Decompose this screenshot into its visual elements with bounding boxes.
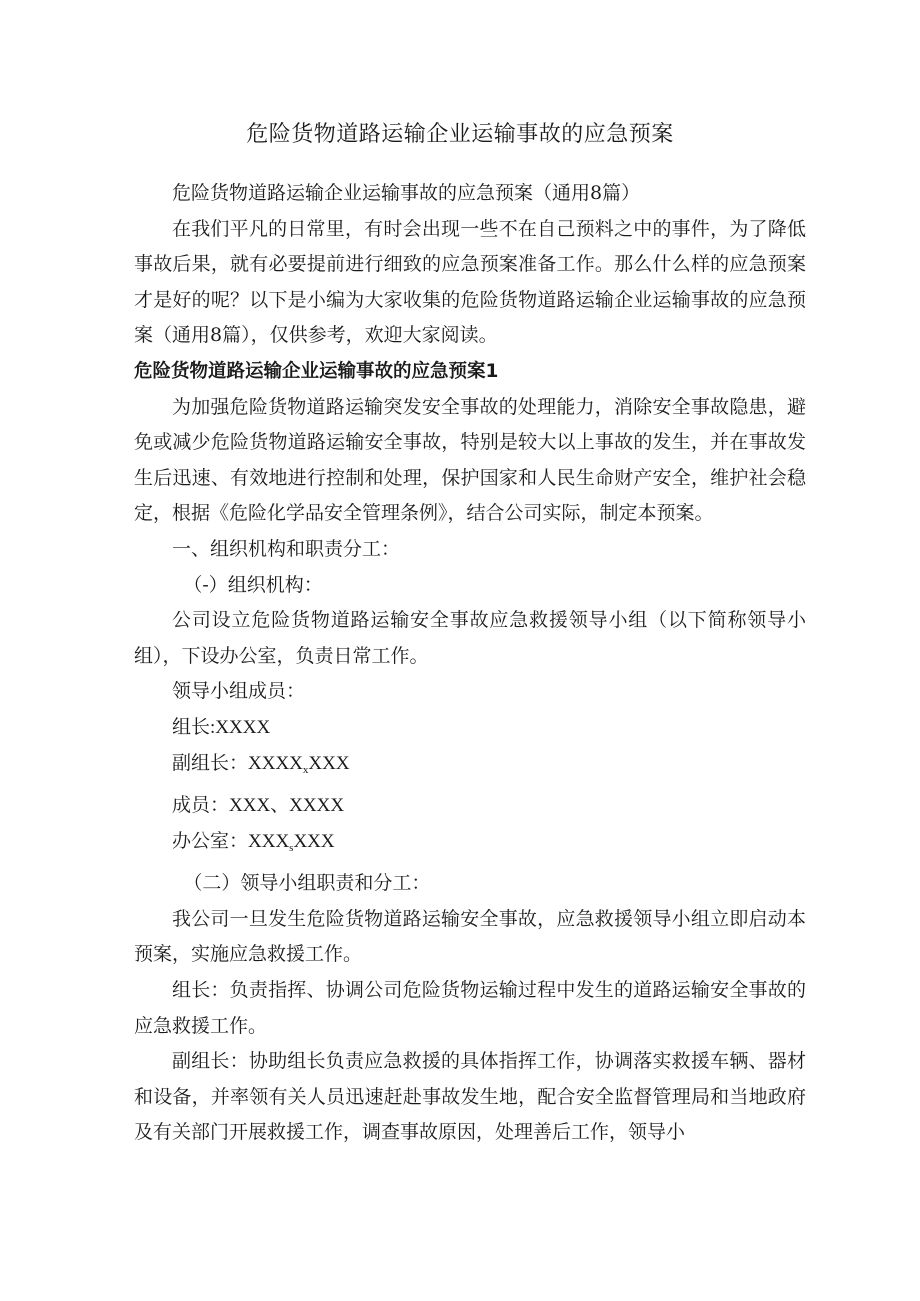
heading-group-duties: （二）领导小组职责和分工：: [183, 872, 431, 895]
leader-duty-paragraph: 组长：负责指挥、协调公司危险货物运输过程中发生的道路运输安全事故的应急救援工作。: [134, 979, 806, 1037]
office-line: [134, 824, 806, 867]
office-line-suffix: XXX: [293, 830, 335, 852]
start-plan-paragraph: 我公司一旦发生危险货物道路运输安全事故，应急救援领导小组立即启动本预案，实施应急救援工作。: [134, 907, 806, 966]
document-title: 危险货物道路运输企业运输事故的应急预案: [246, 122, 674, 147]
deputy-line-prefix: 副组长：XXXX: [172, 752, 303, 774]
intro-paragraph: 在我们平凡的日常里，有时会出现一些不在自己预料之中的事件，为了降低事故后果，就有必要提前进行细致的应急预案准备工作。那么什么样的应急预案才是好的呢？以下是小编为大家收集的危险货物道路运输企业运输事故的应急预案（通用8篇），仅供参考，欢迎大家阅读。: [134, 217, 806, 347]
document-body: [134, 176, 806, 1151]
organization-paragraph: 公司设立危险货物道路运输安全事故应急救援领导小组（以下简称领导小组），下设办公室，负责日常工作。: [134, 609, 806, 667]
heading-organization-duties: 一、组织机构和职责分工：: [172, 537, 401, 560]
document-subtitle: 危险货物道路运输企业运输事故的应急预案（通用8篇）: [172, 182, 641, 204]
deputy-duty-paragraph: 副组长：协助组长负责应急救援的具体指挥工作，协调落实救援车辆、器材和设备，并率领有关人员迅速赶赴事故发生地，配合安全监督管理局和当地政府及有关部门开展救援工作，调查事故原因，处理善后工作，领导小: [134, 1050, 806, 1144]
leader-line: 组长:XXXX: [172, 716, 271, 738]
office-line-subscript: s: [289, 841, 294, 854]
purpose-paragraph: 为加强危险货物道路运输突发安全事故的处理能力，消除安全事故隐患，避免或减少危险货物道路运输安全事故，特别是较大以上事故的发生，并在事故发生后迅速、有效地进行控制和处理，保护国家和人民生命财产安全，维护社会稳定，根据《危险化学品安全管理条例》，结合公司实际，制定本预案。: [134, 395, 806, 525]
members-label: 领导小组成员：: [172, 680, 306, 703]
heading-organization: （-）组织机构：: [183, 573, 323, 596]
office-line-prefix: 办公室：XXX: [172, 830, 290, 852]
deputy-line-subscript: x: [302, 763, 309, 776]
deputy-line-suffix: XXX: [308, 752, 350, 774]
deputy-line: [134, 746, 806, 789]
members-line: 成员：XXX、XXXX: [172, 795, 345, 817]
section-heading: 危险货物道路运输企业运输事故的应急预案1: [134, 360, 499, 382]
